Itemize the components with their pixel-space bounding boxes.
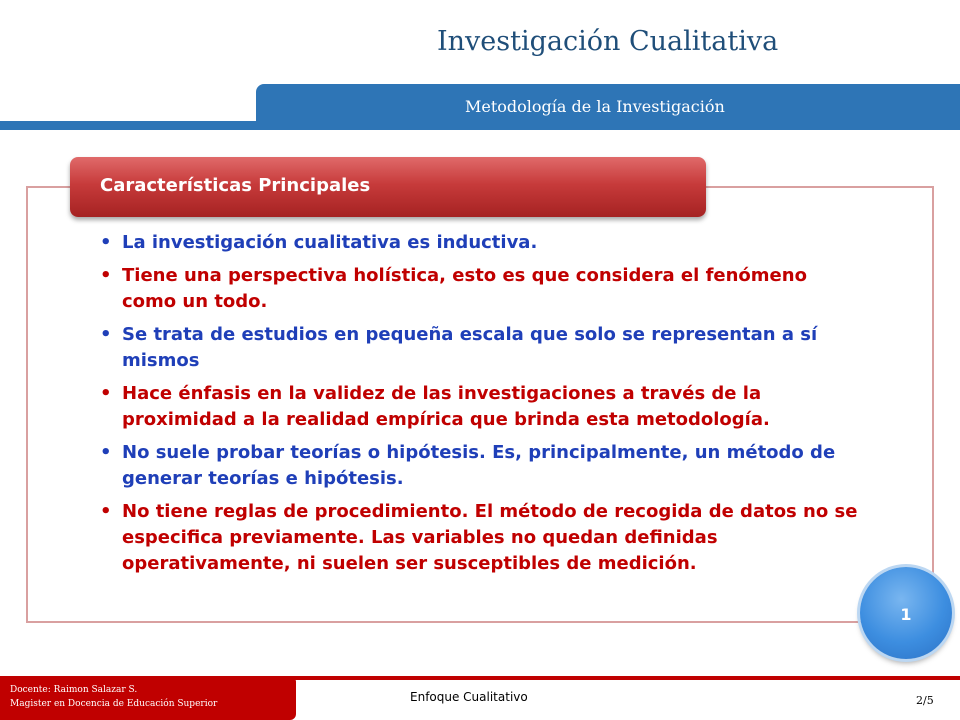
list-item: • Se trata de estudios en pequeña escala que solo se representan a sí mismos bbox=[100, 322, 860, 374]
footer-grado: Magister en Docencia de Educación Superior bbox=[10, 699, 218, 709]
footer-topic: Enfoque Cualitativo bbox=[410, 690, 528, 704]
list-item: • La investigación cualitativa es inductiva. bbox=[100, 230, 860, 256]
section-tab bbox=[70, 157, 706, 217]
list-item: • Tiene una perspectiva holística, esto es que considera el fenómeno como un todo. bbox=[100, 263, 860, 315]
footer-docente: Docente: Raimon Salazar S. bbox=[10, 685, 138, 695]
slide-title: Investigación Cualitativa bbox=[437, 26, 779, 57]
section-tab-label: Características Principales bbox=[100, 175, 371, 196]
list-item: • No suele probar teorías o hipótesis. Es, principalmente, un método de generar teorías e hipótesis. bbox=[100, 440, 860, 492]
slide-number-badge[interactable] bbox=[860, 567, 952, 659]
characteristics-list bbox=[100, 230, 860, 584]
page-number: 2/5 bbox=[916, 694, 934, 707]
slide-subtitle: Metodología de la Investigación bbox=[465, 97, 725, 116]
list-item: • Hace énfasis en la validez de las investigaciones a través de la proximidad a la realidad empírica que brinda esta metodología. bbox=[100, 381, 860, 433]
header-bar-left bbox=[0, 121, 256, 130]
badge-number: 1 bbox=[900, 605, 912, 624]
footer-author bbox=[10, 683, 217, 711]
list-item: • No tiene reglas de procedimiento. El método de recogida de datos no se especifica previamente. Las variables no quedan definidas operativamente, ni suelen ser susceptibles de medición. bbox=[100, 499, 860, 577]
